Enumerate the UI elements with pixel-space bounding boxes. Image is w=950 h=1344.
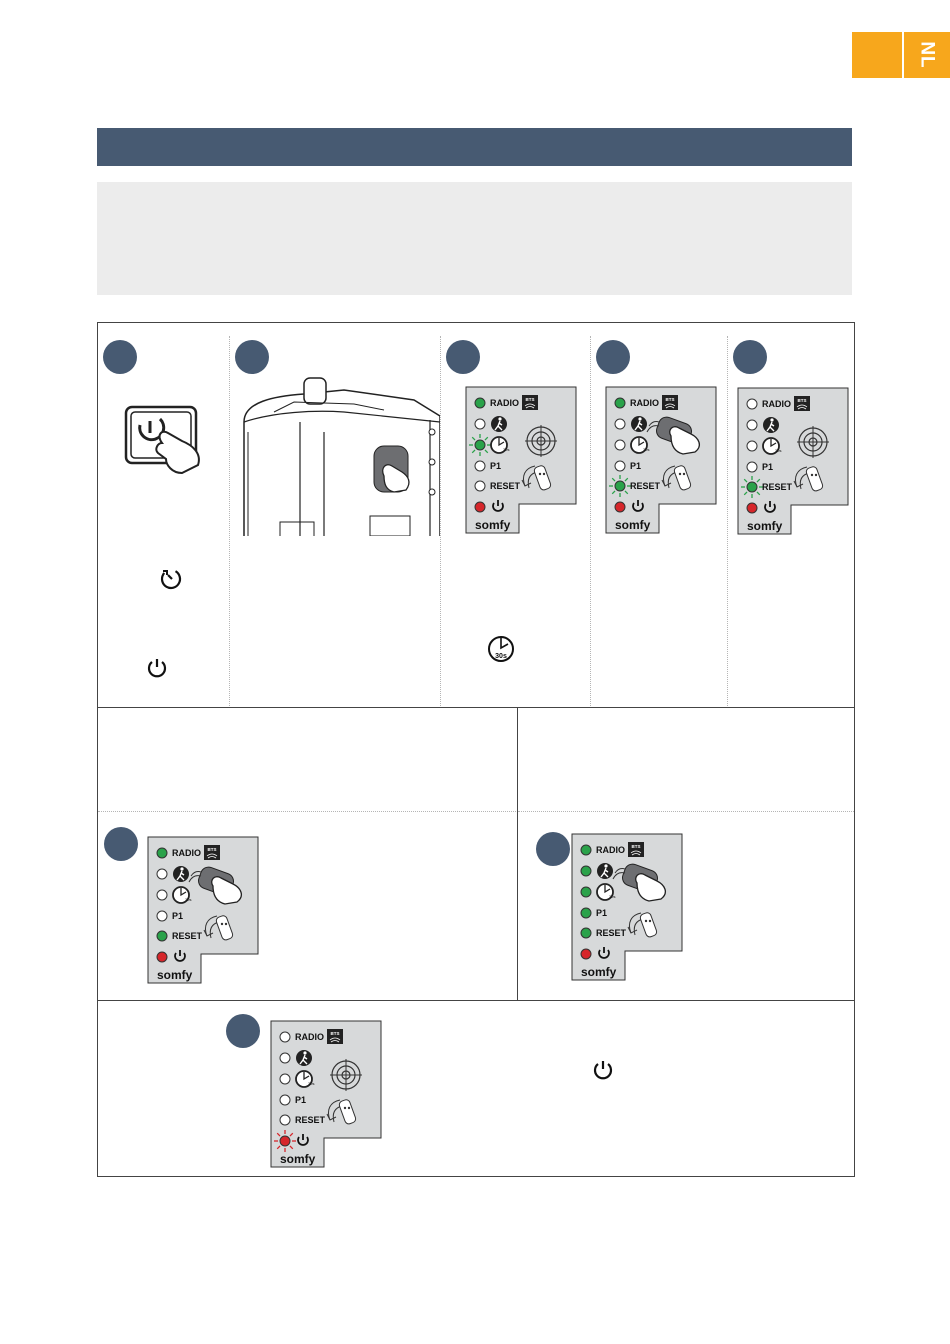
- led-walk: [747, 420, 757, 430]
- led-timer: [747, 441, 757, 451]
- led-p1: [747, 462, 757, 472]
- svg-text:30s: 30s: [495, 653, 507, 660]
- pedestrian-icon: [763, 417, 779, 433]
- step-number-2: [235, 340, 269, 374]
- led-radio: [581, 845, 591, 855]
- led-reset: [747, 482, 757, 492]
- bts-logo: [628, 842, 644, 857]
- led-timer: [157, 890, 167, 900]
- led-p1: [581, 908, 591, 918]
- pedestrian-icon: [296, 1050, 312, 1066]
- reset-label: RESET: [490, 481, 521, 491]
- language-code: NL: [904, 32, 950, 78]
- led-reset: [157, 931, 167, 941]
- step-number-1: [103, 340, 137, 374]
- row-divider: [98, 811, 516, 812]
- svg-text:BTS: BTS: [207, 847, 217, 852]
- led-radio: [615, 398, 625, 408]
- svg-text:30s: 30s: [609, 894, 616, 899]
- p1-label: P1: [172, 911, 184, 921]
- led-power: [581, 949, 591, 959]
- svg-text:BTS: BTS: [797, 398, 807, 403]
- led-power: [747, 503, 757, 513]
- p1-label: P1: [630, 461, 642, 471]
- step-number-3: [446, 340, 480, 374]
- led-p1: [615, 461, 625, 471]
- reset-label: RESET: [630, 481, 661, 491]
- p1-label: P1: [490, 461, 502, 471]
- svg-text:BTS: BTS: [631, 844, 641, 849]
- reset-label: RESET: [172, 931, 203, 941]
- frame-divider-1: [97, 707, 855, 708]
- led-radio: [157, 848, 167, 858]
- somfy-logo: somfy: [157, 968, 193, 982]
- somfy-logo: somfy: [280, 1152, 316, 1166]
- led-timer: [581, 887, 591, 897]
- radio-label: RADIO: [490, 398, 519, 408]
- press-button-illustration: [122, 403, 206, 475]
- step-divider: [727, 336, 728, 706]
- svg-text:30s: 30s: [503, 447, 510, 452]
- step-number-5: [733, 340, 767, 374]
- led-radio: [747, 399, 757, 409]
- led-reset: [615, 481, 625, 491]
- bts-logo: [794, 396, 810, 411]
- radio-label: RADIO: [172, 848, 201, 858]
- reset-label: RESET: [762, 482, 793, 492]
- step-divider: [590, 336, 591, 706]
- led-timer: [280, 1074, 290, 1084]
- svg-text:BTS: BTS: [665, 397, 675, 402]
- timer-30s-icon: [486, 634, 516, 664]
- reset-icon: [158, 566, 184, 592]
- svg-text:30s: 30s: [185, 897, 192, 902]
- led-power: [280, 1136, 290, 1146]
- led-power: [475, 502, 485, 512]
- led-timer: [615, 440, 625, 450]
- led-radio: [280, 1032, 290, 1042]
- step-number-result-c: [226, 1014, 260, 1048]
- led-reset: [475, 481, 485, 491]
- bts-logo: [204, 845, 220, 860]
- language-tab-color-block: [852, 32, 902, 78]
- somfy-logo: somfy: [747, 519, 783, 533]
- led-walk: [581, 866, 591, 876]
- radio-label: RADIO: [596, 845, 625, 855]
- reset-label: RESET: [596, 928, 627, 938]
- power-icon: [592, 1058, 614, 1080]
- led-walk: [157, 869, 167, 879]
- pedestrian-icon: [173, 866, 189, 882]
- step-number-4: [596, 340, 630, 374]
- pedestrian-icon: [491, 416, 507, 432]
- led-timer: [475, 440, 485, 450]
- led-p1: [157, 911, 167, 921]
- control-panel-result-a: [147, 836, 259, 984]
- control-panel-result-b: [571, 833, 683, 981]
- led-walk: [475, 419, 485, 429]
- svg-text:30s: 30s: [308, 1081, 315, 1086]
- bts-logo: [522, 395, 538, 410]
- led-power: [615, 502, 625, 512]
- led-reset: [280, 1115, 290, 1125]
- p1-label: P1: [596, 908, 608, 918]
- svg-text:30s: 30s: [775, 448, 782, 453]
- svg-text:BTS: BTS: [330, 1031, 340, 1036]
- led-p1: [280, 1095, 290, 1105]
- led-walk: [280, 1053, 290, 1063]
- led-reset: [581, 928, 591, 938]
- frame-divider-vertical: [517, 707, 518, 1000]
- radio-label: RADIO: [295, 1032, 324, 1042]
- p1-label: P1: [295, 1095, 307, 1105]
- led-power: [157, 952, 167, 962]
- section-header-bar: [97, 128, 852, 166]
- reset-label: RESET: [295, 1115, 326, 1125]
- control-panel-step4: [605, 386, 717, 534]
- control-panel-result-c: [270, 1020, 382, 1168]
- row-divider: [518, 811, 854, 812]
- language-tab: [852, 32, 950, 78]
- radio-label: RADIO: [630, 398, 659, 408]
- info-box: [97, 182, 852, 295]
- somfy-logo: somfy: [581, 965, 617, 979]
- frame-divider-2: [97, 1000, 855, 1001]
- led-walk: [615, 419, 625, 429]
- radio-label: RADIO: [762, 399, 791, 409]
- step-number-result-a: [104, 827, 138, 861]
- power-icon: [146, 656, 168, 678]
- step-divider: [229, 336, 230, 706]
- bts-logo: [327, 1029, 343, 1044]
- led-p1: [475, 461, 485, 471]
- somfy-logo: somfy: [475, 518, 511, 532]
- step-number-result-b: [536, 832, 570, 866]
- pedestrian-icon: [597, 863, 613, 879]
- step-divider: [440, 336, 441, 706]
- svg-text:BTS: BTS: [525, 397, 535, 402]
- receiver-housing-illustration: [234, 372, 440, 536]
- control-panel-step3: [465, 386, 577, 534]
- p1-label: P1: [762, 462, 774, 472]
- bts-logo: [662, 395, 678, 410]
- led-radio: [475, 398, 485, 408]
- svg-text:30s: 30s: [643, 447, 650, 452]
- somfy-logo: somfy: [615, 518, 651, 532]
- pedestrian-icon: [631, 416, 647, 432]
- control-panel-step5: [737, 387, 849, 535]
